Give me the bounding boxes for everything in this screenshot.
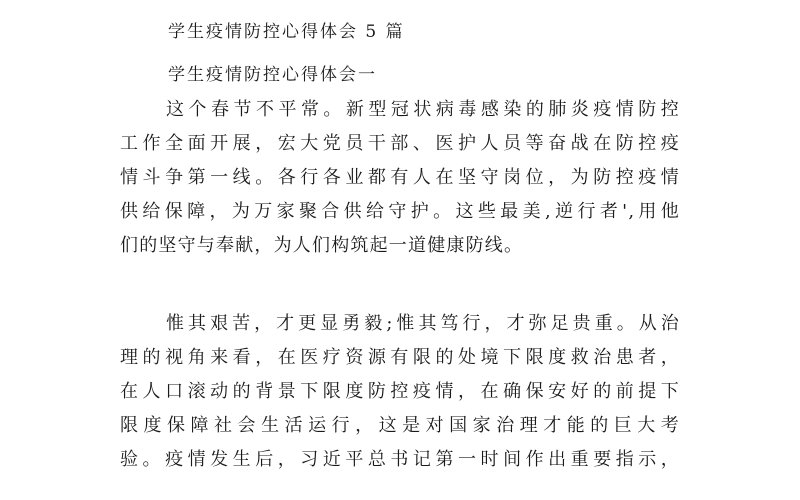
paragraph-2 xyxy=(120,307,680,477)
paragraph-line: 在人口滚动的背景下限度防控疫情，在确保安好的前提下 xyxy=(120,381,680,402)
paragraph-line: 情斗争第一线。各行各业都有人在坚守岗位，为防控疫情 xyxy=(120,167,680,188)
paragraph-line: 验。疫情发生后，习近平总书记第一时间作出重要指示， xyxy=(120,449,680,470)
paragraph-line: 限度保障社会生活运行，这是对国家治理才能的巨大考 xyxy=(120,415,680,436)
paragraph-line: 们的坚守与奉献，为人们构筑起一道健康防线。 xyxy=(120,235,524,256)
document-title: 学生疫情防控心得体会 5 篇 xyxy=(168,22,405,42)
paragraph-line: 理的视角来看，在医疗资源有限的处境下限度救治患者， xyxy=(120,347,680,368)
paragraph-line: 供给保障，为万家聚合供给守护。这些最美,逆行者',用他 xyxy=(120,201,680,222)
section-heading: 学生疫情防控心得体会一 xyxy=(168,65,377,85)
paragraph-line: 这个春节不平常。新型冠状病毒感染的肺炎疫情防控 xyxy=(166,99,680,120)
paragraph-1 xyxy=(120,93,680,263)
paragraph-line: 工作全面开展，宏大党员干部、医护人员等奋战在防控疫 xyxy=(120,133,680,154)
paragraph-line: 惟其艰苦，才更显勇毅;惟其笃行，才弥足贵重。从治 xyxy=(166,313,680,334)
